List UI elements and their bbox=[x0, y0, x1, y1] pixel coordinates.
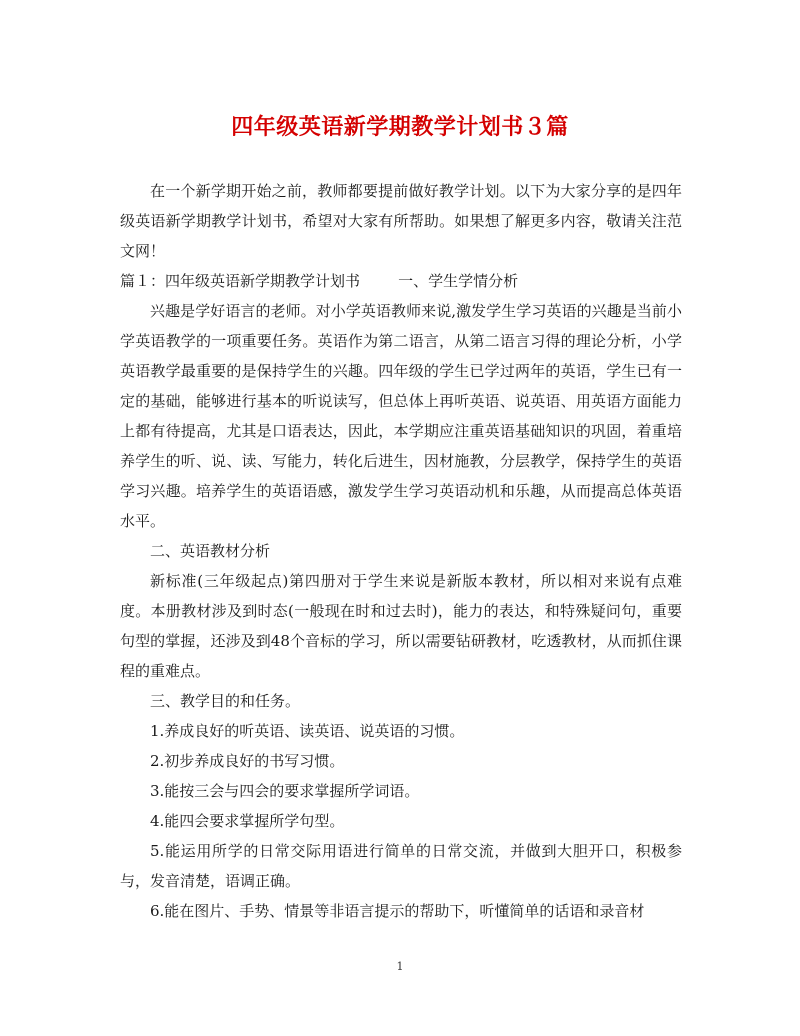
document-body bbox=[120, 176, 682, 926]
goal-item: 4.能四会要求掌握所学句型。 bbox=[150, 812, 345, 830]
goal-item: 6.能在图片、手势、情景等非语言提示的帮助下，听懂简单的话语和录音材 bbox=[150, 902, 645, 920]
section3-heading: 三、教学目的和任务。 bbox=[150, 692, 301, 710]
page-number: 1 bbox=[396, 960, 404, 973]
section2-heading: 二、英语教材分析 bbox=[150, 542, 271, 560]
piece-label: 篇１：四年级英语新学期教学计划书 bbox=[120, 272, 361, 290]
piece-heading-line bbox=[120, 266, 682, 296]
goal-item: 1.养成良好的听英语、读英语、说英语的习惯。 bbox=[150, 722, 465, 740]
document-title: 四年级英语新学期教学计划书３篇 bbox=[231, 114, 569, 140]
heading-gap bbox=[360, 272, 398, 290]
goal-item: 2.初步养成良好的书写习惯。 bbox=[150, 752, 345, 770]
section2-paragraph: 新标准(三年级起点)第四册对于学生来说是新版本教材，所以相对来说有点难度。本册教材涉及到时态(一般现在时和过去时)，能力的表达，和特殊疑问句，重要句型的掌握，还涉及到48个音标的学习，所以需要钻研教材，吃透教材，从而抓住课程的重难点。 bbox=[120, 572, 682, 680]
section1-heading: 一、学生学情分析 bbox=[398, 272, 519, 290]
section1-paragraph: 兴趣是学好语言的老师。对小学英语教师来说,激发学生学习英语的兴趣是当前小学英语教学的一项重要任务。英语作为第二语言，从第二语言习得的理论分析，小学英语教学最重要的是保持学生的兴趣。四年级的学生已学过两年的英语，学生已有一定的基础，能够进行基本的听说读写，但总体上再听英语、说英语、用英语方面能力上都有待提高，尤其是口语表达，因此，本学期应注重英语基础知识的巩固，着重培养学生的听、说、读、写能力，转化后进生，因材施教，分层教学，保持学生的英语学习兴趣。培养学生的英语语感，激发学生学习英语动机和乐趣，从而提高总体英语水平。 bbox=[120, 302, 682, 530]
intro-paragraph: 在一个新学期开始之前，教师都要提前做好教学计划。以下为大家分享的是四年级英语新学期教学计划书，希望对大家有所帮助。如果想了解更多内容，敬请关注范文网！ bbox=[120, 182, 682, 260]
goal-item: 3.能按三会与四会的要求掌握所学词语。 bbox=[150, 782, 420, 800]
goal-item: 5.能运用所学的日常交际用语进行简单的日常交流，并做到大胆开口，积极参与，发音清楚，语调正确。 bbox=[120, 842, 682, 890]
